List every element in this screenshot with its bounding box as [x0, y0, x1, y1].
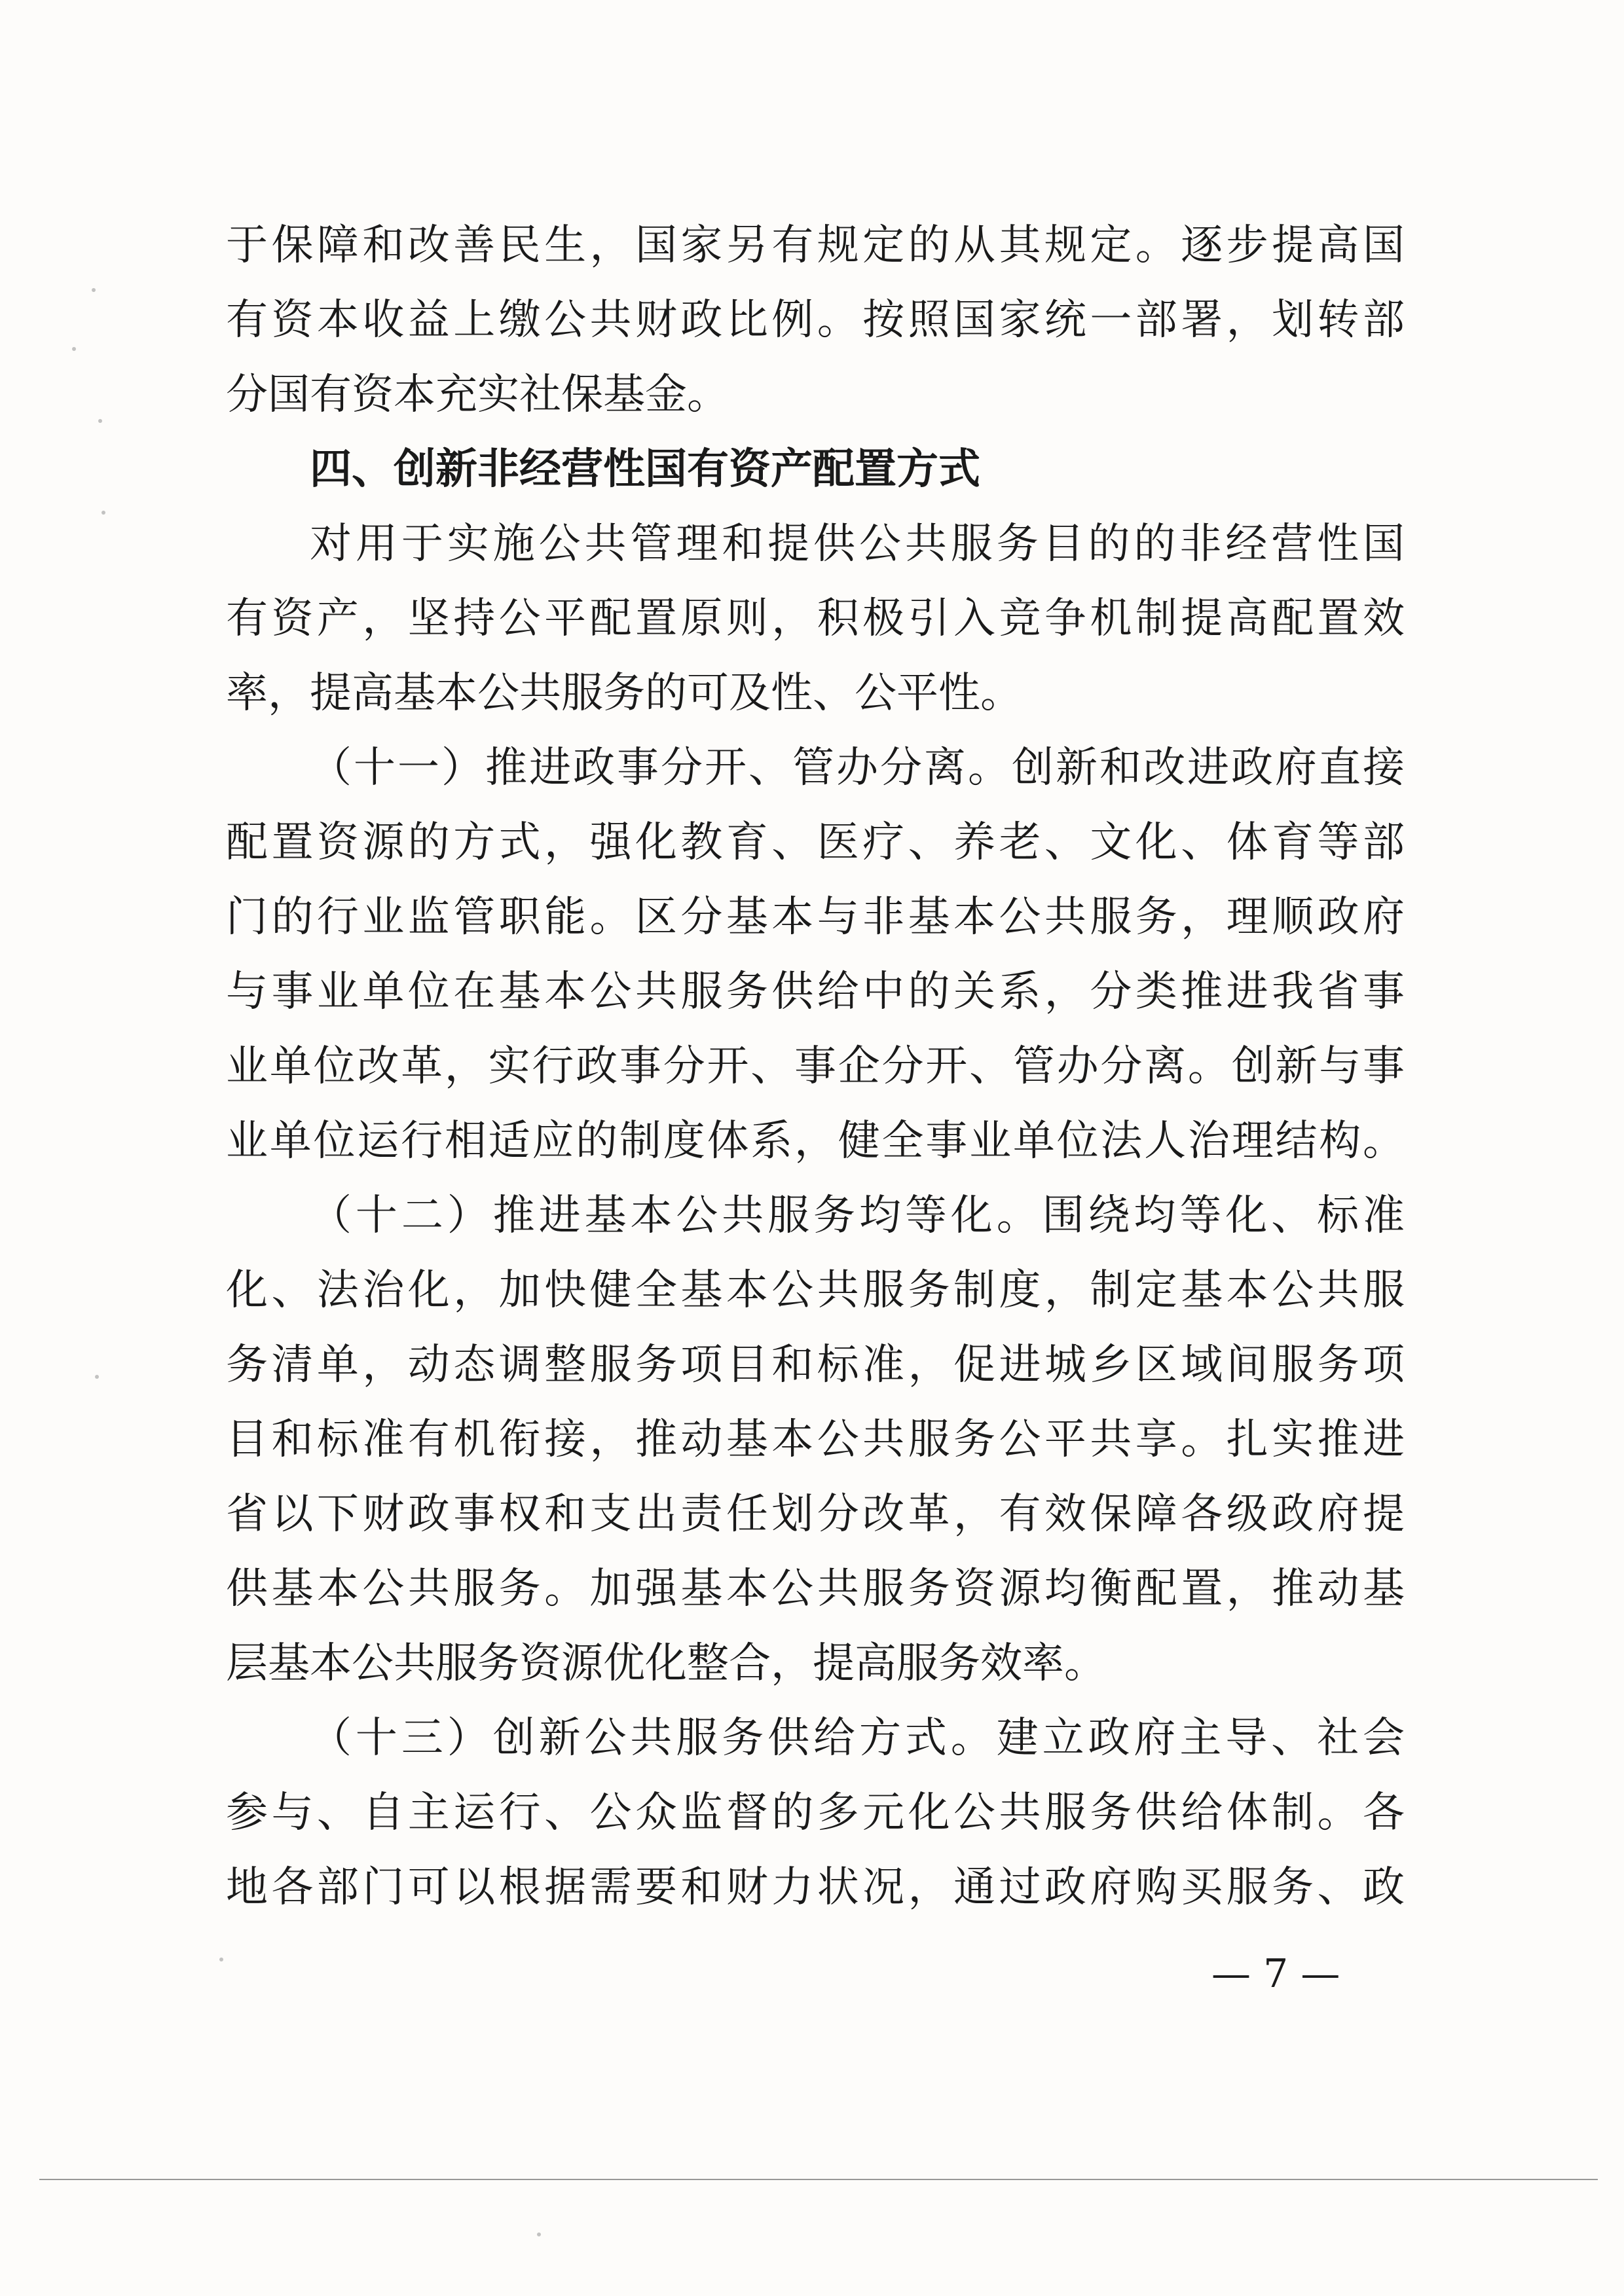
body-line: 供基本公共服务。加强基本公共服务资源均衡配置，推动基: [226, 1565, 1405, 1613]
body-line: 配置资源的方式，强化教育、医疗、养老、文化、体育等部: [226, 818, 1405, 867]
body-line: 业单位运行相适应的制度体系，健全事业单位法人治理结构。: [226, 1117, 1405, 1165]
body-line: 率，提高基本公共服务的可及性、公平性。: [226, 669, 1022, 718]
scan-speck: [537, 2232, 541, 2236]
scan-speck: [219, 1958, 223, 1961]
scan-edge-line: [39, 2179, 1598, 2180]
body-line: 对用于实施公共管理和提供公共服务目的的非经营性国: [310, 520, 1405, 568]
scan-speck: [101, 511, 105, 515]
body-line: 省以下财政事权和支出责任划分改革，有效保障各级政府提: [226, 1490, 1405, 1539]
body-line: 有资产，坚持公平配置原则，积极引入竞争机制提高配置效: [226, 594, 1405, 643]
body-line: 与事业单位在基本公共服务供给中的关系，分类推进我省事: [226, 968, 1405, 1016]
scan-speck: [95, 1375, 99, 1379]
body-line: 目和标准有机衔接，推动基本公共服务公平共享。扎实推进: [226, 1415, 1405, 1464]
body-line: 化、法治化，加快健全基本公共服务制度，制定基本公共服: [226, 1266, 1405, 1315]
scan-speck: [98, 419, 102, 423]
body-line: 于保障和改善民生，国家另有规定的从其规定。逐步提高国: [226, 221, 1405, 270]
scan-speck: [72, 347, 76, 351]
body-line: 有资本收益上缴公共财政比例。按照国家统一部署，划转部: [226, 296, 1405, 344]
body-line: 地各部门可以根据需要和财力状况，通过政府购买服务、政: [226, 1863, 1405, 1912]
body-line: 务清单，动态调整服务项目和标准，促进城乡区域间服务项: [226, 1341, 1405, 1389]
document-body: [226, 208, 1405, 1925]
page-number: — 7 —: [1211, 1951, 1340, 1997]
section-heading: 四、创新非经营性国有资产配置方式: [310, 445, 980, 494]
paragraph-11-start: （十一）推进政事分开、管办分离。创新和改进政府直接: [310, 744, 1405, 792]
scan-speck: [92, 288, 96, 292]
body-line: 分国有资本充实社保基金。: [226, 371, 729, 419]
body-line: 参与、自主运行、公众监督的多元化公共服务供给体制。各: [226, 1789, 1405, 1837]
body-line: 业单位改革，实行政事分开、事企分开、管办分离。创新与事: [226, 1042, 1405, 1091]
paragraph-13-start: （十三）创新公共服务供给方式。建立政府主导、社会: [310, 1714, 1405, 1762]
body-line: 门的行业监管职能。区分基本与非基本公共服务，理顺政府: [226, 893, 1405, 941]
body-line: 层基本公共服务资源优化整合，提高服务效率。: [226, 1639, 1106, 1688]
paragraph-12-start: （十二）推进基本公共服务均等化。围绕均等化、标准: [310, 1192, 1405, 1240]
